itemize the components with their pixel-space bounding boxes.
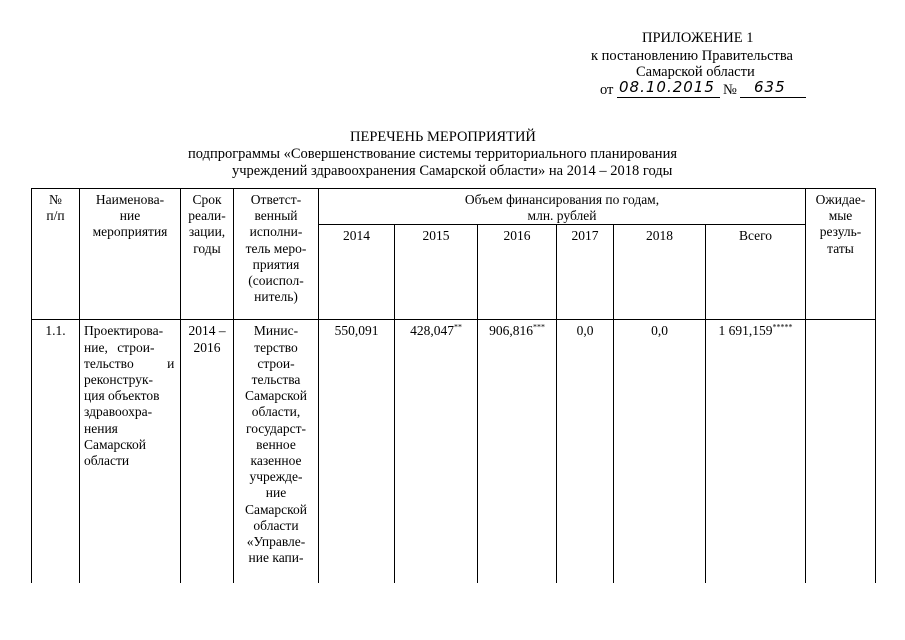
row-value-2018: 0,0	[614, 320, 706, 584]
header-year-2014: 2014	[319, 225, 395, 320]
footnote-mark: ***	[532, 322, 545, 332]
row-expected	[806, 320, 876, 584]
header-row-1	[32, 189, 876, 225]
header-responsible: Ответст- венный исполни- тель меро- приятия (соиспол- нитель)	[234, 189, 319, 320]
row-num: 1.1.	[32, 320, 80, 584]
header-total: Всего	[706, 225, 806, 320]
footnote-mark: *****	[772, 322, 793, 332]
header-year-2015: 2015	[395, 225, 478, 320]
appendix-title: ПРИЛОЖЕНИЕ 1	[642, 30, 754, 46]
document-title: ПЕРЕЧЕНЬ МЕРОПРИЯТИЙ	[350, 129, 536, 145]
header-year-2017: 2017	[557, 225, 614, 320]
date-prefix: от	[600, 82, 614, 98]
handwritten-number: 635	[754, 78, 786, 96]
table-row	[32, 320, 876, 584]
header-period: Срок реали- зации, годы	[181, 189, 234, 320]
header-num: № п/п	[32, 189, 80, 320]
row-responsible: Минис- терство строи- тельства Самарской области, государст- венное казенное учрежде- ние Самарской области «Управле- ние капи-	[234, 320, 319, 584]
row-value-2016: 906,816***	[478, 320, 557, 584]
header-expected: Ожидае- мые резуль- таты	[806, 189, 876, 320]
number-prefix: №	[723, 82, 737, 98]
row-value-2014: 550,091	[319, 320, 395, 584]
row-value-2017: 0,0	[557, 320, 614, 584]
handwritten-date: 08.10.2015	[619, 78, 715, 96]
appendix-line1: к постановлению Правительства	[591, 48, 793, 64]
footnote-mark: **	[453, 322, 462, 332]
subprogram-line1: подпрограммы «Совершенствование системы территориального планирования	[188, 146, 677, 162]
header-funding: Объем финансирования по годам, млн. рублей	[319, 189, 806, 225]
subprogram-line2: учреждений здравоохранения Самарской области» на 2014 – 2018 годы	[232, 163, 673, 179]
header-name: Наименова- ние мероприятия	[80, 189, 181, 320]
row-value-2015: 428,047**	[395, 320, 478, 584]
row-name: Проектирова- ние, строи- тельство и реконструк- ция объектов здравоохра- нения Самарской области	[80, 320, 181, 584]
date-underline	[617, 97, 720, 98]
row-value-total: 1 691,159*****	[706, 320, 806, 584]
header-year-2016: 2016	[478, 225, 557, 320]
measures-table	[31, 188, 876, 583]
row-period: 2014 – 2016	[181, 320, 234, 584]
number-underline	[740, 97, 806, 98]
header-year-2018: 2018	[614, 225, 706, 320]
appendix-line2: Самарской области	[636, 64, 755, 80]
